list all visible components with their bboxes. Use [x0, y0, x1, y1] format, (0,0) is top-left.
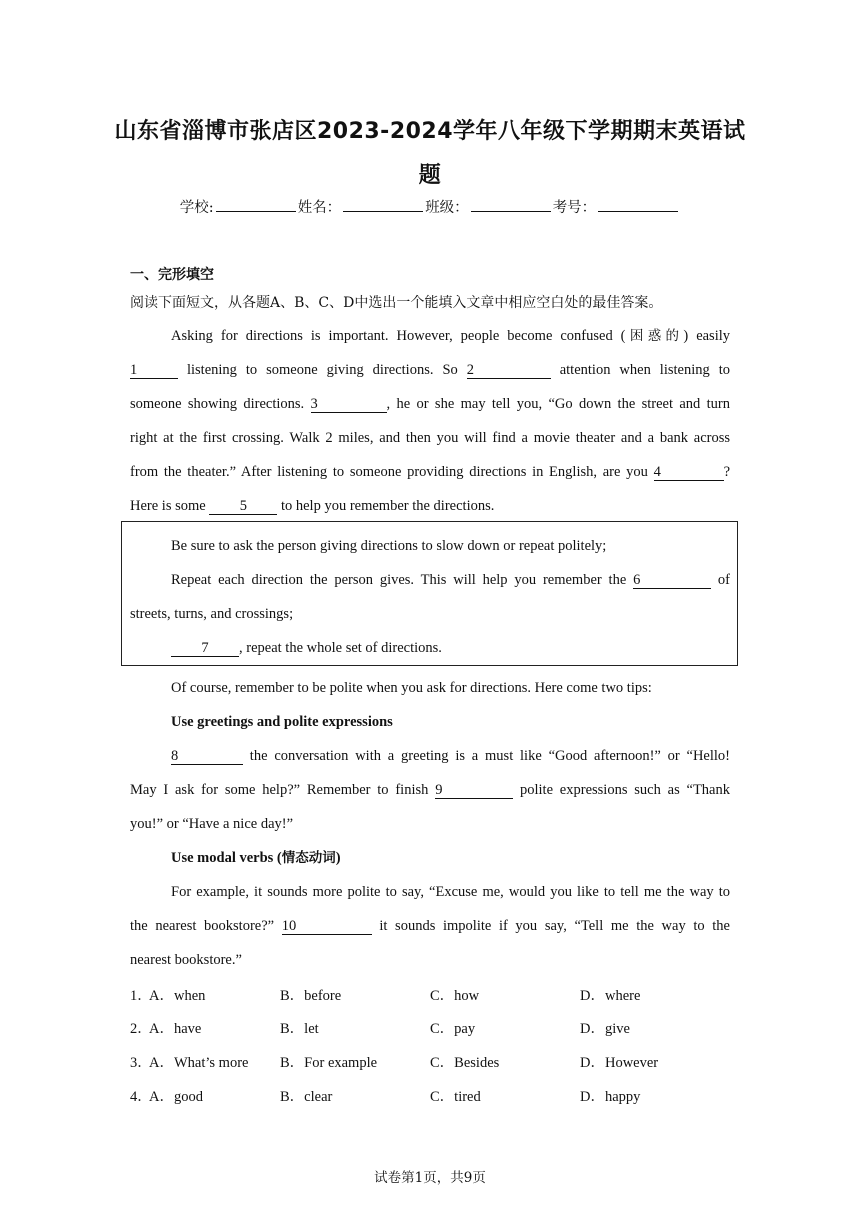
student-info-line [0, 196, 860, 217]
option-d[interactable]: D．happy [580, 1089, 641, 1105]
blank-10[interactable]: 10 [282, 918, 372, 935]
name-blank[interactable] [343, 197, 423, 212]
passage-line: Of course, remember to be polite when you ask for directions. Here come two tips: [171, 680, 652, 696]
page-footer: 试卷第1页，共9页 [374, 1170, 486, 1186]
option-b[interactable]: B．clear [280, 1089, 333, 1105]
section-instruction: 阅读下面短文，从各题A、B、C、D中选出一个能填入文章中相应空白处的最佳答案。 [130, 295, 663, 311]
option-a[interactable]: A．have [149, 1021, 202, 1037]
option-d[interactable]: D．where [580, 988, 641, 1004]
passage-line: May I ask for some help?” Remember to finish 9 polite expressions such as “Thank [130, 782, 730, 798]
blank-7[interactable]: 7 [171, 640, 239, 657]
passage-line: you!” or “Have a nice day!” [130, 816, 294, 832]
passage-line: 1 listening to someone giving directions. So 2 attention when listening to [130, 362, 730, 378]
option-a[interactable]: A．good [149, 1089, 203, 1105]
question-4: 4． A．good B．clear C．tired D．happy [130, 1085, 750, 1105]
passage-line: Asking for directions is important. However, people become confused (困惑的) easily [171, 328, 731, 344]
option-d[interactable]: D．However [580, 1055, 659, 1071]
blank-8[interactable]: 8 [171, 748, 243, 765]
option-b[interactable]: B．For example [280, 1055, 378, 1071]
name-label: 姓名： [297, 200, 342, 216]
box-line: 7 , repeat the whole set of directions. [171, 638, 730, 658]
passage-line: Here is some 5 to help you remember the directions. [130, 498, 495, 514]
section-heading: 一、完形填空 [130, 267, 214, 283]
number-blank[interactable] [598, 197, 678, 212]
passage-line: 8 the conversation with a greeting is a must like “Good afternoon!” or “Hello! [171, 748, 730, 764]
option-c[interactable]: C．how [430, 988, 480, 1004]
option-c[interactable]: C．pay [430, 1021, 476, 1037]
box-line: Repeat each direction the person gives. This will help you remember the 6 of [171, 572, 730, 588]
school-blank[interactable] [216, 197, 296, 212]
passage-line: For example, it sounds more polite to say, “Excuse me, would you like to tell me the way to [171, 884, 730, 900]
box-line: Be sure to ask the person giving directions to slow down or repeat politely; [171, 538, 607, 554]
option-d[interactable]: D．give [580, 1021, 630, 1037]
exam-title: 山东省淄博市张店区2023-2024学年八年级下学期期末英语试 [114, 119, 746, 144]
option-c[interactable]: C．tired [430, 1089, 481, 1105]
number-label: 考号： [552, 200, 597, 216]
blank-2[interactable]: 2 [467, 362, 551, 379]
passage-line: right at the first crossing. Walk 2 miles, and then you will find a movie theater and a bank across [130, 430, 730, 446]
school-label: 学校: [179, 200, 214, 216]
class-blank[interactable] [471, 197, 551, 212]
question-2: 2． A．have B．let C．pay D．give [130, 1017, 750, 1037]
class-label: 班级： [425, 200, 469, 216]
passage-line: nearest bookstore.” [130, 952, 242, 968]
blank-6[interactable]: 6 [633, 572, 711, 589]
option-b[interactable]: B．let [280, 1021, 319, 1037]
option-b[interactable]: B．before [280, 988, 342, 1004]
question-1: 1． A．when B．before C．how D．where [130, 984, 750, 1004]
exam-title-continued: 题 [418, 163, 442, 188]
blank-4[interactable]: 4 [654, 464, 724, 481]
subheading-modal-verbs: Use modal verbs (情态动词) [171, 850, 341, 866]
passage-line: someone showing directions. 3 , he or she may tell you, “Go down the street and turn [130, 396, 730, 412]
blank-1[interactable]: 1 [130, 362, 178, 379]
option-c[interactable]: C．Besides [430, 1055, 500, 1071]
option-a[interactable]: A．What’s more [149, 1055, 249, 1071]
blank-9[interactable]: 9 [435, 782, 513, 799]
blank-3[interactable]: 3 [311, 396, 387, 413]
passage-line: the nearest bookstore?” 10 it sounds impolite if you say, “Tell me the way to the [130, 918, 730, 934]
option-a[interactable]: A．when [149, 988, 206, 1004]
blank-5[interactable]: 5 [209, 498, 277, 515]
subheading-greetings: Use greetings and polite expressions [171, 714, 393, 730]
box-line: streets, turns, and crossings; [130, 606, 294, 622]
question-3: 3． A．What’s more B．For example C．Besides D．However [130, 1051, 750, 1071]
passage-line: from the theater.” After listening to someone providing directions in English, are you 4 ? [130, 464, 730, 480]
